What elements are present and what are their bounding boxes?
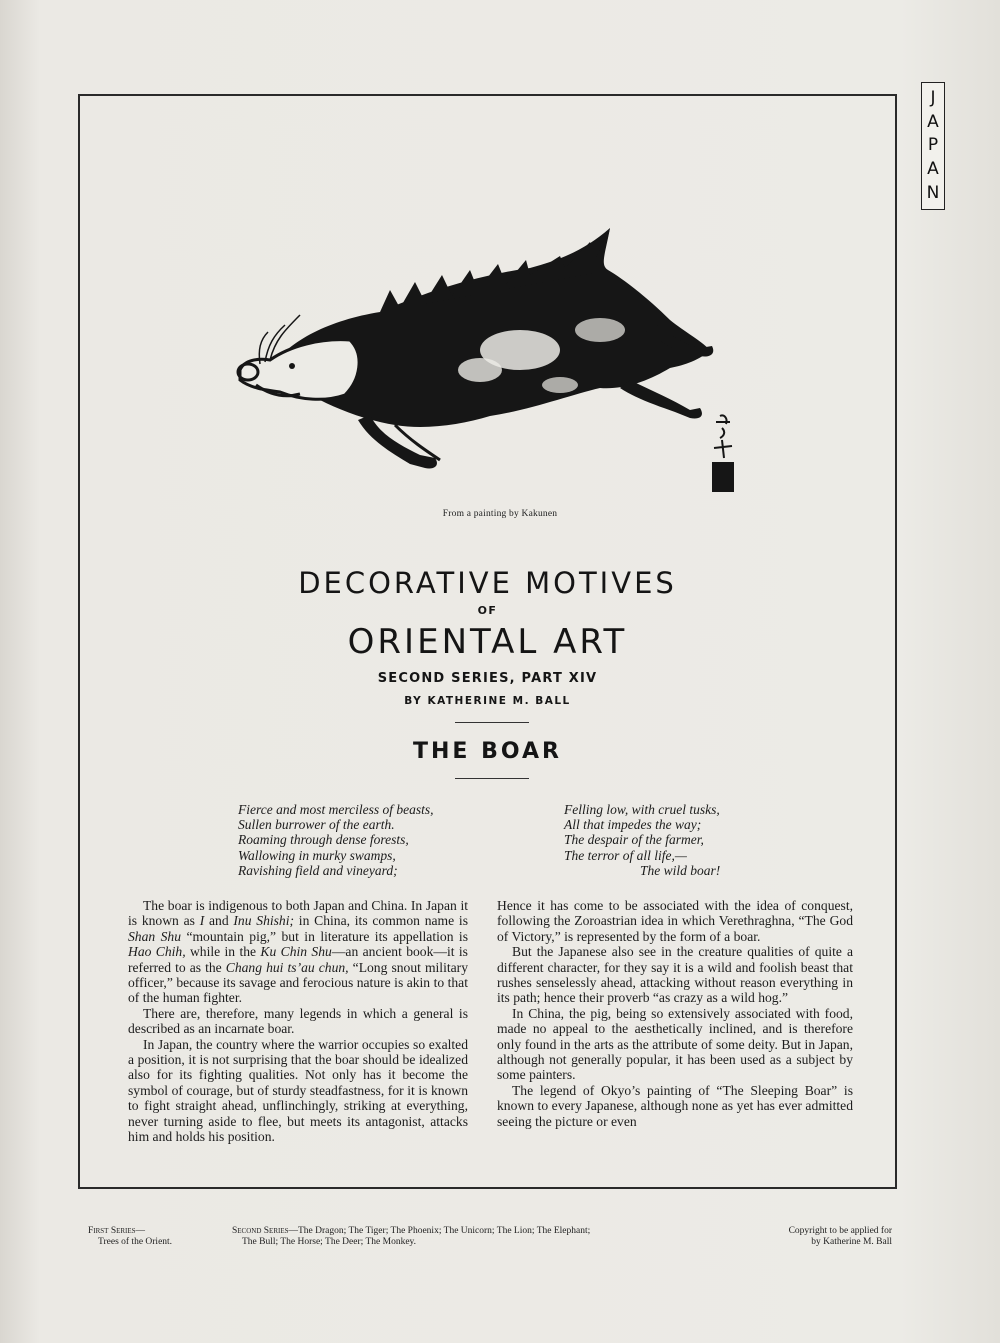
poem-line: Wallowing in murky swamps, bbox=[238, 847, 396, 863]
poem-line: Roaming through dense forests, bbox=[238, 832, 409, 848]
body-column-right bbox=[497, 898, 853, 1129]
paragraph: Hence it has come to be associated with the idea of conquest, following the Zoroastrian idea in which Verethraghna, “The God of Victory,” is represented by the form of a boar. bbox=[497, 898, 853, 944]
article-title: THE BOAR bbox=[413, 739, 562, 764]
poem-line: The despair of the farmer, bbox=[564, 832, 704, 848]
illustration-caption: From a painting by Kakunen bbox=[442, 509, 558, 519]
main-title-line-2: ORIENTAL ART bbox=[347, 622, 628, 662]
footer-text: by Katherine M. Ball bbox=[811, 1237, 892, 1247]
boar-painting-illustration bbox=[230, 220, 750, 520]
title-of: OF bbox=[477, 604, 498, 617]
footer-label: First Series— bbox=[88, 1226, 146, 1236]
paragraph: But the Japanese also see in the creature qualities of quite a different character, for they say it is a wild and foolish beast that rushes senselessly ahead, attacking without reason everything in its path; hence their proverb “as crazy as a wild hog.” bbox=[497, 944, 853, 1006]
poem-left-stanza bbox=[238, 802, 433, 878]
footer-second-series bbox=[232, 1226, 590, 1248]
paragraph: In China, the pig, being so extensively associated with food, made no appeal to the aesthetically inclined, and is therefore only found in the arts as the attribute of some deity. But in Japan, although not generally popular, it has been used as a subject by some painters. bbox=[497, 1005, 853, 1083]
japan-side-tab bbox=[921, 82, 945, 210]
paragraph: There are, therefore, many legends in which a general is described as an incarnate boar. bbox=[128, 1005, 468, 1037]
side-tab-letter: N bbox=[926, 182, 940, 203]
series-subtitle: SECOND SERIES, PART XIV bbox=[377, 671, 598, 686]
poem-line: Ravishing field and vineyard; bbox=[238, 862, 398, 878]
poem-line: Felling low, with cruel tusks, bbox=[564, 802, 720, 817]
poem-line: Fierce and most merciless of beasts, bbox=[238, 802, 434, 817]
footer-copyright bbox=[740, 1226, 892, 1248]
side-tab-letter: J bbox=[930, 88, 936, 109]
footer-text: The Bull; The Horse; The Deer; The Monkey. bbox=[242, 1237, 417, 1247]
poem-right-stanza bbox=[564, 802, 720, 878]
footer-first-series bbox=[88, 1226, 172, 1248]
side-tab-letter: P bbox=[927, 135, 939, 156]
paragraph: The boar is indigenous to both Japan and China. In Japan it is known as I and Inu Shishi; in China, its common name is Shan Shu “mountain pig,” but in literature its appellation is Hao Chih, while in the Ku Chin Shu—an ancient book—it is referred to as the Chang hui ts’au chun, “Long snout military officer,” because its savage and ferocious nature is akin to that of the human fighter. bbox=[128, 898, 468, 1006]
divider-rule bbox=[455, 778, 529, 779]
body-column-left bbox=[128, 898, 468, 1145]
side-tab-letter: A bbox=[927, 159, 939, 180]
paragraph: The legend of Okyo’s painting of “The Sleeping Boar” is known to every Japanese, although none as yet has ever admitted seeing the picture or even bbox=[497, 1082, 853, 1129]
paragraph: In Japan, the country where the warrior occupies so exalted a position, it is not surprising that the boar should be idealized also for its fighting qualities. Not only has it become the symbol of courage, but of sturdy steadfastness, for it is known to fight straight ahead, unflinchingly, striking at everything, never turning aside to flee, but meets its antagonist, attacks him and holds his position. bbox=[128, 1036, 468, 1145]
footer-text: —The Dragon; The Tiger; The Phoenix; The Unicorn; The Lion; The Elephant; bbox=[288, 1226, 591, 1236]
poem-line: The terror of all life,— bbox=[564, 847, 687, 863]
side-tab-letter: A bbox=[927, 111, 939, 132]
main-title-line-1: DECORATIVE MOTIVES bbox=[298, 566, 677, 600]
footer-label: Second Series bbox=[232, 1226, 289, 1236]
author-byline: BY KATHERINE M. BALL bbox=[404, 695, 571, 707]
poem-line: Sullen burrower of the earth. bbox=[238, 817, 395, 833]
poem-line: All that impedes the way; bbox=[564, 817, 702, 833]
poem-line: The wild boar! bbox=[640, 862, 721, 878]
footer-text: Copyright to be applied for bbox=[788, 1226, 892, 1236]
divider-rule bbox=[455, 722, 529, 723]
footer-text: Trees of the Orient. bbox=[98, 1237, 173, 1247]
